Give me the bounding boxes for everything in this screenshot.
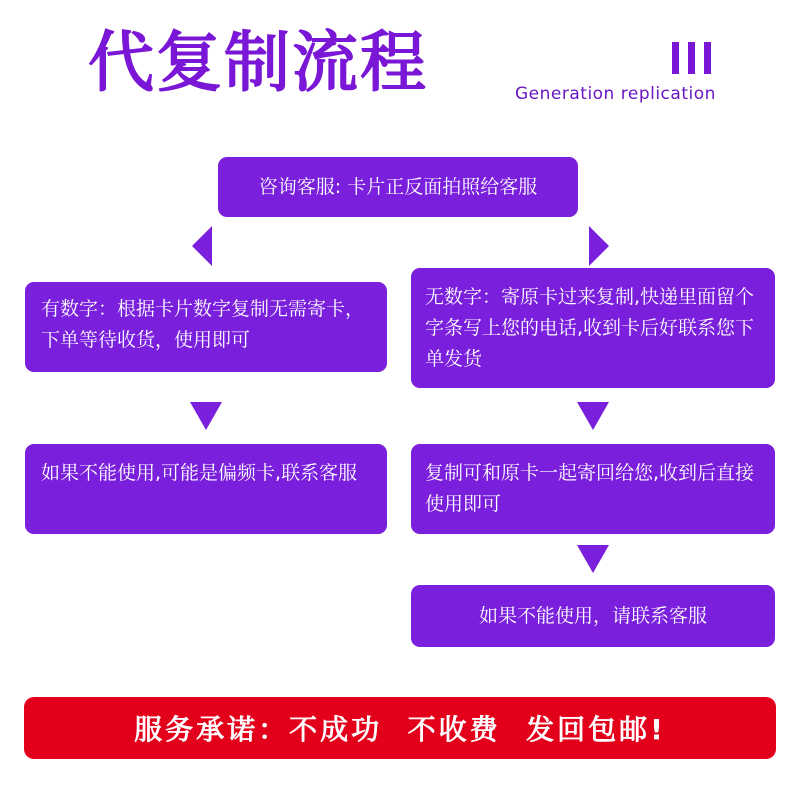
start-step-box — [218, 157, 578, 217]
start-step-text: 咨询客服: 卡片正反面拍照给客服 — [258, 175, 538, 198]
right-step1-box — [411, 268, 775, 388]
service-promise-text: 服务承诺：不成功 不收费 发回包邮! — [134, 713, 666, 746]
page-subtitle: Generation replication — [515, 84, 716, 104]
right-branch-arrow-icon — [589, 226, 609, 266]
right-step2-box — [411, 444, 775, 534]
right-step2-text: 复制可和原卡一起寄回给您,收到后直接使用即可 — [425, 462, 755, 515]
service-promise-banner — [24, 697, 776, 759]
left-down-arrow-icon — [190, 402, 222, 430]
triple-vertical-bars-icon — [672, 42, 712, 74]
left-step1-box — [25, 282, 387, 372]
right-down-arrow-1-icon — [577, 402, 609, 430]
right-step3-text: 如果不能使用，请联系客服 — [478, 604, 707, 627]
right-down-arrow-2-icon — [577, 545, 609, 573]
left-branch-arrow-icon — [192, 226, 212, 266]
right-step1-text: 无数字：寄原卡过来复制,快递里面留个字条写上您的电话,收到卡后好联系您下单发货 — [425, 286, 755, 370]
page-title: 代复制流程 — [88, 24, 428, 101]
right-step3-box — [411, 585, 775, 647]
left-step2-box — [25, 444, 387, 534]
left-step2-text: 如果不能使用,可能是偏频卡,联系客服 — [41, 462, 358, 484]
left-step1-text: 有数字：根据卡片数字复制无需寄卡，下单等待收货，使用即可 — [41, 298, 365, 351]
